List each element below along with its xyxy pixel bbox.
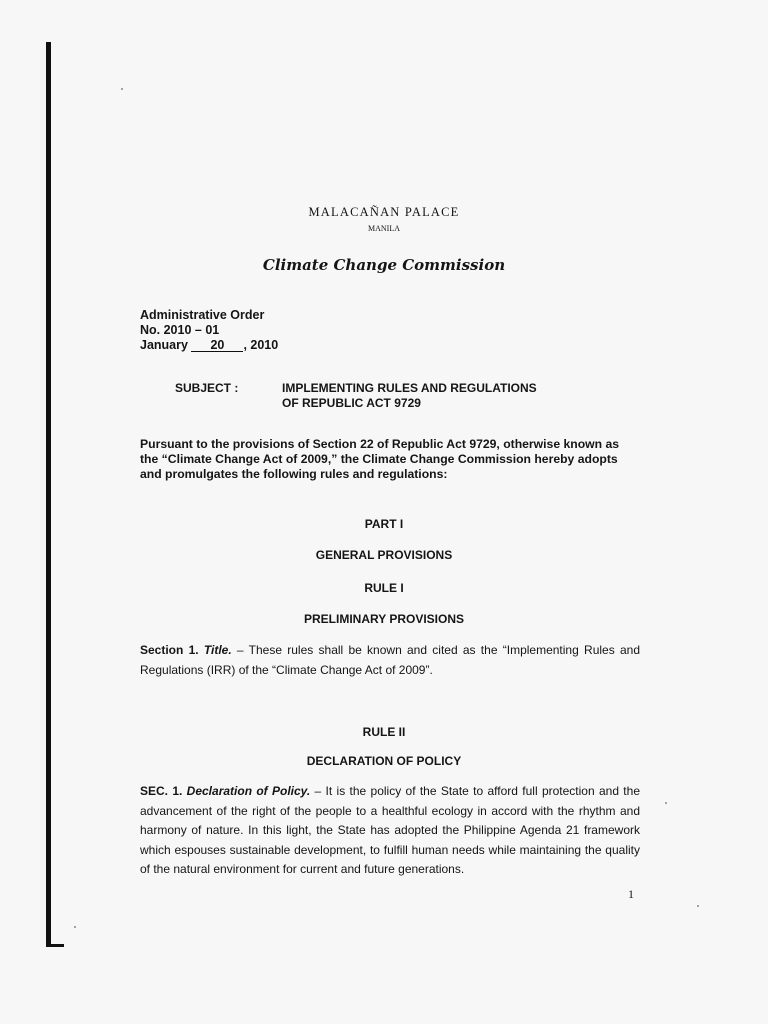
- rule-2-title: DECLARATION OF POLICY: [306, 754, 462, 768]
- scan-speck: [121, 88, 123, 90]
- subject-line-1: IMPLEMENTING RULES AND REGULATIONS: [282, 381, 537, 395]
- general-provisions-heading: GENERAL PROVISIONS: [315, 548, 453, 562]
- rule-1-title: PRELIMINARY PROVISIONS: [303, 612, 465, 626]
- pursuant-paragraph: Pursuant to the provisions of Section 22 of Republic Act 9729, otherwise known as the “Climate Change Act of 2009,” the Climate Change Commission hereby adopts and promulgates the following rules and regulations:: [140, 437, 620, 481]
- order-date-month: January: [140, 338, 188, 352]
- rule-1-heading: RULE I: [364, 581, 404, 595]
- section-1-title: Title.: [203, 643, 232, 657]
- commission-heading: Climate Change Commission: [262, 256, 506, 274]
- section-1-text: – These rules shall be known and cited as the “Implementing Rules and Regulations (IRR) of the “Climate Change Act of 2009”.: [140, 643, 640, 677]
- order-title: Administrative Order: [140, 308, 265, 322]
- subject-label: SUBJECT :: [175, 381, 239, 395]
- order-date-day: 20: [191, 339, 243, 352]
- declaration-label: SEC. 1.: [140, 784, 183, 798]
- scan-speck: [697, 905, 699, 907]
- order-number: No. 2010 – 01: [140, 323, 220, 337]
- declaration-paragraph: [140, 782, 640, 880]
- order-block: [140, 308, 278, 353]
- scan-edge-foot: [46, 944, 64, 947]
- city-heading: MANILA: [368, 224, 400, 233]
- rule-2-heading: RULE II: [362, 725, 406, 739]
- palace-heading: MALACAÑAN PALACE: [308, 205, 460, 219]
- scan-edge-bar: [46, 42, 51, 947]
- subject-text: [282, 381, 537, 411]
- declaration-title: Declaration of Policy.: [186, 784, 311, 798]
- subject-line-2: OF REPUBLIC ACT 9729: [282, 396, 421, 410]
- order-date: [140, 338, 278, 353]
- page-number: 1: [628, 887, 634, 901]
- part-heading: PART I: [364, 517, 404, 531]
- scan-speck: [665, 802, 667, 804]
- declaration-text: – It is the policy of the State to afford full protection and the advancement of the right of the people to a healthful ecology in accord with the rhythm and harmony of nature. In this light, the State has adopted the Philippine Agenda 21 framework which espouses sustainable development, to fulfill human needs while maintaining the quality of the natural environment for current and future generations.: [140, 784, 640, 876]
- section-1-paragraph: [140, 641, 640, 680]
- section-1-label: Section 1.: [140, 643, 199, 657]
- scan-speck: [74, 926, 76, 928]
- order-date-year: , 2010: [243, 338, 279, 352]
